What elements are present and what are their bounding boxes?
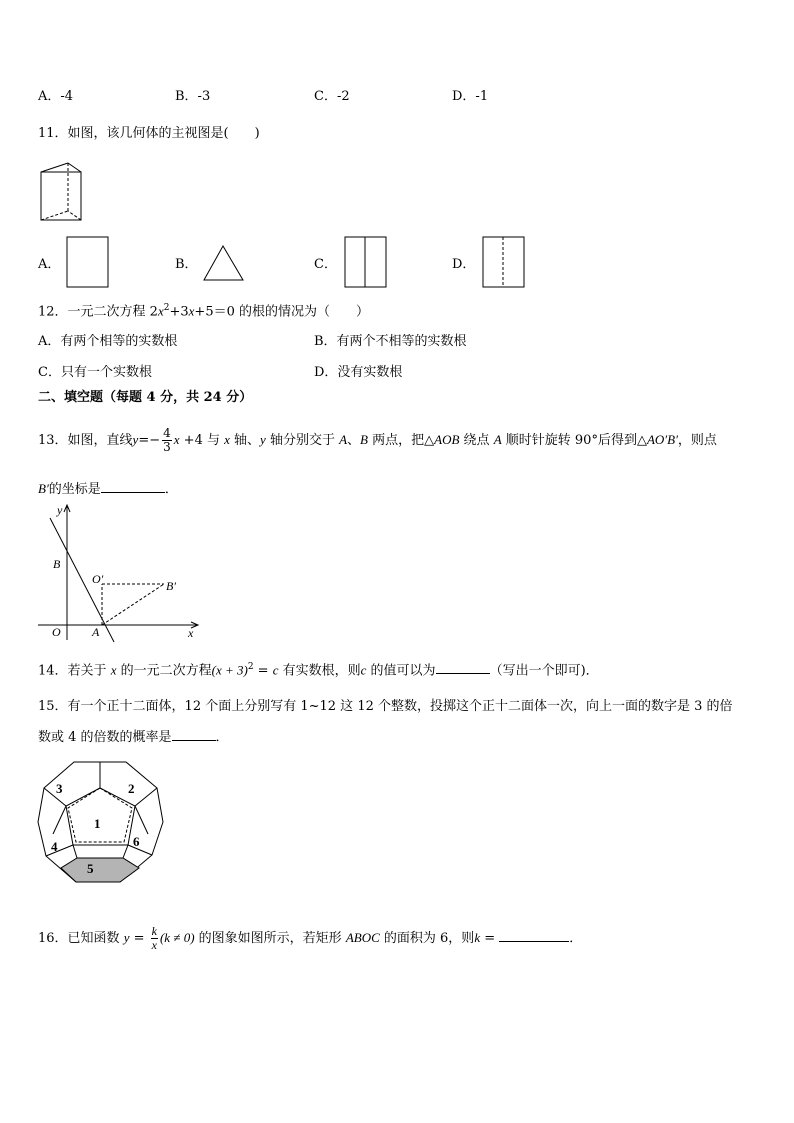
q13-answer-blank: [101, 492, 165, 493]
q11-label-b: B．: [175, 257, 198, 272]
q11-label-c: C．: [314, 257, 337, 272]
q13-fig-label-b-prime: B′: [166, 579, 176, 593]
q12-option-d: D．没有实数根: [314, 365, 403, 380]
q10-option-c: C．-2: [314, 89, 350, 104]
q13-fig-label-x: x: [188, 626, 194, 640]
q14-answer-blank: [436, 673, 490, 674]
q13-fraction: $\frac{4}{3}$: [163, 426, 171, 454]
q15-face-6: 6: [133, 834, 140, 849]
q10-option-d: D．-1: [452, 89, 489, 104]
q11-option-c-rectangle-solid-line: [344, 236, 390, 288]
q15-face-1: 1: [94, 816, 101, 831]
q13-coordinate-figure: [36, 500, 206, 645]
q16-stem: 16．已知函数 y = $\frac{k}{x}$ (k ≠ 0) 的图象如图所示，若矩形 ABOC 的面积为 6，则k = ．: [38, 924, 583, 952]
q13-stem-line2: B′的坐标是 ．: [38, 481, 178, 497]
q15-answer-blank: [172, 740, 216, 741]
q11-stem: 11．如图，该几何体的主视图是( ): [38, 126, 260, 141]
q15-face-3: 3: [56, 781, 63, 796]
q13-fig-label-o-prime: O′: [92, 572, 104, 586]
q16-answer-blank: [499, 941, 569, 942]
q11-label-a: A．: [38, 257, 61, 272]
q13-fig-label-y: y: [57, 503, 63, 517]
q10-option-a: A．-4: [38, 89, 74, 104]
q10-option-b: B．-3: [175, 89, 211, 104]
section-title-fill-blank: 二、填空题（每题 4 分，共 24 分）: [38, 390, 253, 405]
q16-fraction: $\frac{k}{x}$: [151, 924, 157, 952]
q11-prism-figure: [38, 160, 88, 224]
q12-stem: 12．一元二次方程 $2x^2+3x+5=0$ 的根的情况为（ ）: [38, 303, 369, 320]
q13-fig-label-b: B: [53, 557, 61, 571]
q11-option-a-rectangle: [66, 236, 110, 288]
q11-label-d: D．: [452, 257, 476, 272]
q11-option-d-rectangle-dashed-line: [482, 236, 528, 288]
q13-fig-label-a: A: [92, 625, 100, 639]
q12-option-b: B．有两个不相等的实数根: [314, 334, 467, 349]
q12-option-a: A．有两个相等的实数根: [38, 334, 178, 349]
q11-option-b-triangle: [202, 244, 246, 282]
q15-stem-line1: 15．有一个正十二面体，12 个面上分别写有 1~12 这 12 个整数，投掷这个正十二面体一次，向上一面的数字是 3 的倍: [38, 699, 733, 714]
q15-face-4: 4: [51, 839, 58, 854]
q15-dodecahedron-figure: [36, 758, 166, 888]
q14-stem: 14．若关于 x 的一元二次方程$(x + 3)^2 = c$ 有实数根，则c 的值可以为 （写出一个即可)．: [38, 662, 599, 679]
q15-face-2: 2: [128, 781, 135, 796]
q15-face-5: 5: [87, 861, 94, 876]
q13-fig-label-o: O: [52, 625, 61, 639]
q15-stem-line2: 数或 4 的倍数的概率是 ．: [38, 730, 229, 745]
q13-stem-line1: 13．如图，直线y=− $\frac{4}{3}$ x +4 与 x 轴、y 轴分别交于 A、B 两点，把△AOB 绕点 A 顺时针旋转 90°后得到△AO′B′，则点: [38, 426, 717, 454]
q12-option-c: C．只有一个实数根: [38, 365, 152, 380]
